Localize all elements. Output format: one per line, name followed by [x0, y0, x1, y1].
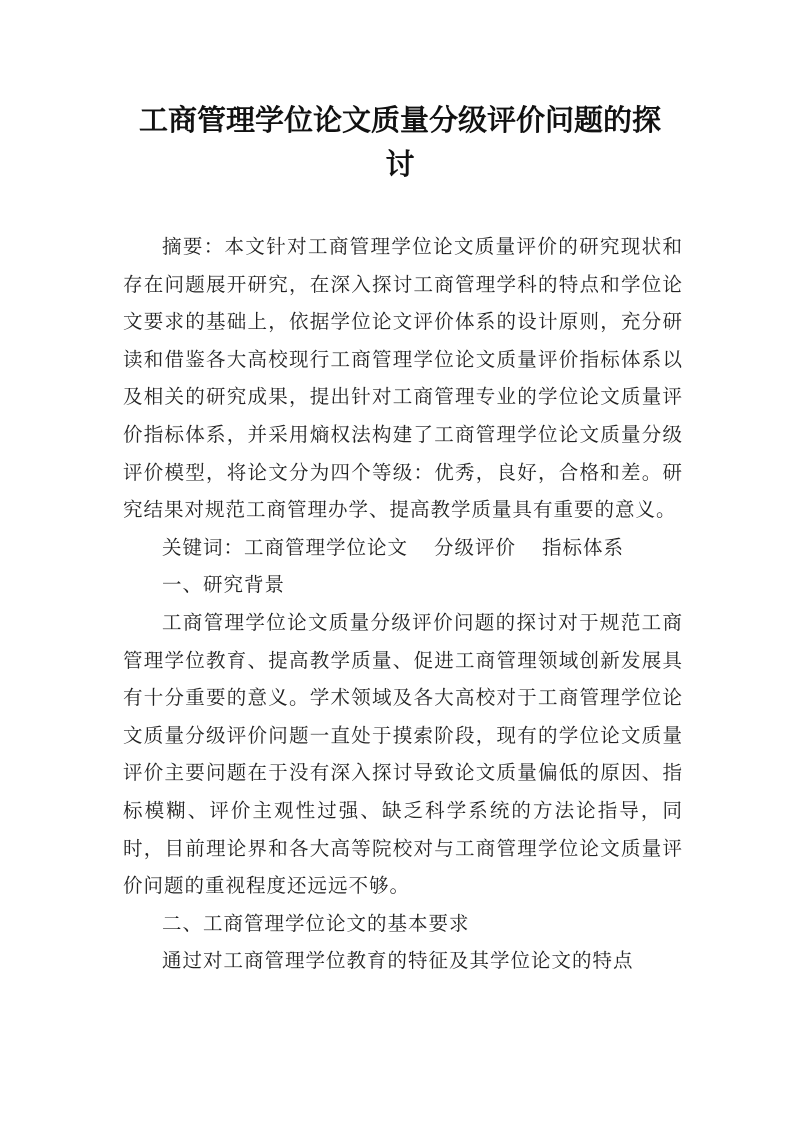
- abstract-paragraph: 摘要：本文针对工商管理学位论文质量评价的研究现状和存在问题展开研究，在深入探讨工商管理学科的特点和学位论文要求的基础上，依据学位论文评价体系的设计原则，充分研读和借鉴各大高校现行工商管理学位论文质量评价指标体系以及相关的研究成果，提出针对工商管理专业的学位论文质量评价指标体系，并采用熵权法构建了工商管理学位论文质量分级评价模型，将论文分为四个等级：优秀，良好，合格和差。研究结果对规范工商管理办学、提高教学质量具有重要的意义。: [123, 235, 683, 522]
- document-body: [123, 228, 683, 980]
- title-line-1: 工商管理学位论文质量分级评价问题的探: [138, 103, 661, 137]
- section-1-paragraph: 工商管理学位论文质量分级评价问题的探讨对于规范工商管理学位教育、提高教学质量、促进工商管理领域创新发展具有十分重要的意义。学术领域及各大高校对于工商管理学位论文质量分级评价问题一直处于摸索阶段，现有的学位论文质量评价主要问题在于没有深入探讨导致论文质量偏低的原因、指标模糊、评价主观性过强、缺乏科学系统的方法论指导，同时，目前理论界和各大高等院校对与工商管理学位论文质量评价问题的重视程度还远远不够。: [123, 610, 683, 898]
- keywords-label: 关键词：: [162, 535, 245, 559]
- title-line-2: 讨: [385, 147, 415, 181]
- section-2-paragraph: 通过对工商管理学位教育的特征及其学位论文的特点: [162, 949, 634, 973]
- keyword-3: 指标体系: [542, 535, 625, 559]
- keyword-1: 工商管理学位论文: [244, 535, 409, 559]
- section-1-heading: 一、研究背景: [162, 573, 286, 597]
- section-2-heading: 二、工商管理学位论文的基本要求: [162, 911, 470, 935]
- keywords-line: [123, 529, 683, 567]
- keyword-2: 分级评价: [434, 535, 517, 559]
- document-title: [100, 98, 700, 186]
